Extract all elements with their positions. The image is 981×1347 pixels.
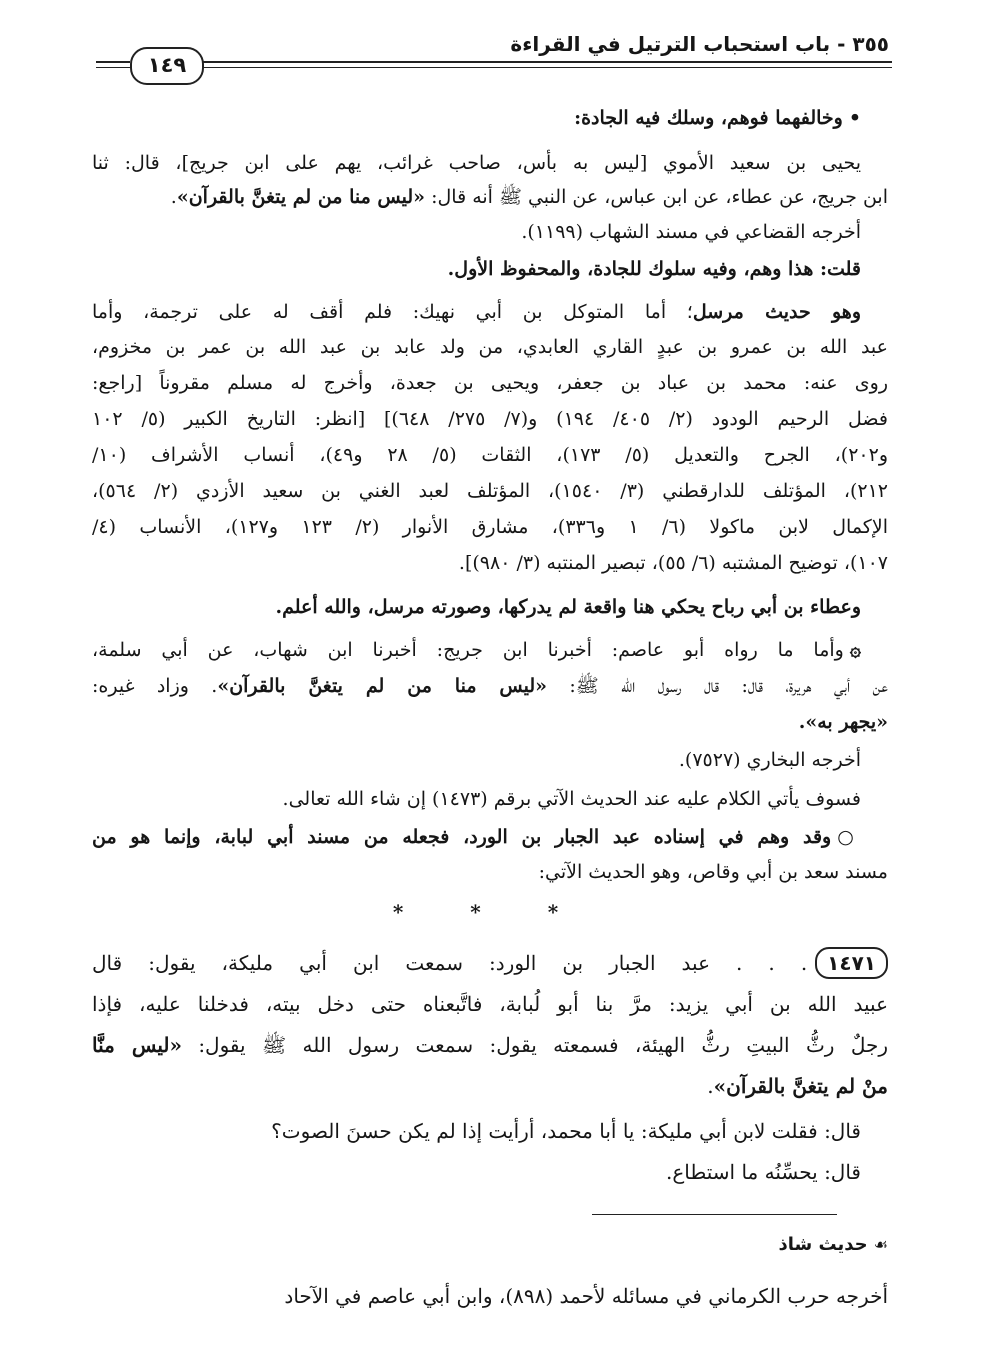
header-rule [200, 61, 892, 63]
text-line: يحيى بن سعيد الأموي [ليس به بأس، صاحب غرائب، يهم على ابن جريج]، قال: ثنا [92, 152, 861, 174]
text-line: قال: يحسِّنُه ما استطاع. [665, 1160, 861, 1184]
text-line [92, 669, 888, 703]
text-line: وعطاء بن أبي رباح يحكي هنا واقعة لم يدركها، وصورته مرسل، والله أعلم. [275, 596, 861, 618]
text-line [92, 180, 888, 214]
line-text: ؛ أما المتوكل بن أبي نهيك: فلم أقف له على ترجمة، وأما [92, 301, 693, 323]
text-line: قلت: هذا وهم، وفيه سلوك للجادة، والمحفوظ الأول. [447, 258, 861, 280]
fleuron-icon: ☙ [873, 1235, 888, 1254]
header-rule [96, 67, 130, 68]
text-line [92, 633, 861, 667]
footnote-text: أخرجه حرب الكرماني في مسائله لأحمد (٨٩٨)، وابن أبي عاصم في الآحاد [284, 1284, 888, 1308]
hadith-quote: «ليس منا من لم يتغنَّ بالقرآن» [217, 675, 548, 697]
text-line: «يجهر به». [798, 711, 888, 733]
text-line: و٢٠٢)، الجرح والتعديل (٥/ ١٧٣)، الثقات (٥/ ٢٨ و٤٩)، أنساب الأشراف (١٠/ [92, 444, 888, 466]
text-line: ١٠٧)، توضيح المشتبه (٦/ ٥٥)، تبصير المنتبه (٣/ ٩٨٠)]. [458, 552, 888, 574]
footnote-heading-text: حديث شاذ [778, 1234, 868, 1255]
text-line: فضل الرحيم الودود (٢/ ٤٠٥/ ١٩٤) و(٧/ ٢٧٥/ ٦٤٨)] [انظر: التاريخ الكبير (٥/ ١٠٢ [92, 408, 888, 430]
text-line: الإكمال لابن ماكولا (٦/ ١ و٣٣٦)، مشارق الأنوار (٢/ ١٢٣ و١٢٧)، الأنساب (٤/ [92, 516, 888, 538]
text-line [92, 944, 888, 982]
hadith-quote: «ليس منا من لم يتغنَّ بالقرآن» [176, 186, 426, 208]
text-line: قال: فقلت لابن أبي مليكة: يا أبا محمد، أرأيت إذا لم يكن حسنَ الصوت؟ [271, 1119, 861, 1143]
line-text: . [170, 186, 177, 208]
text-line: عبيد الله بن أبي يزيد: مرَّ بنا أبو لُبابة، فاتَّبعناه حتى دخل بيته، فدخلنا عليه، فإذا [92, 992, 888, 1016]
page-number: ١٤٩ [130, 47, 204, 85]
line-text: وأما ما رواه أبو عاصم: أخبرنا ابن جريج: أخبرنا ابن شهاب، عن أبي سلمة، [92, 639, 844, 661]
text-line: أخرجه البخاري (٧٥٢٧). [678, 749, 861, 771]
text-line: مسند سعد بن أبي وقاص، وهو الحديث الآتي: [538, 861, 888, 883]
line-text: وقد وهم في إسناده عبد الجبار بن الورد، فجعله من مسند أبي لبابة، وإنما هو من [92, 826, 832, 848]
line-text: رجلٌ رثُّ البيتِ رثُّ الهيئة، فسمعته يقول: سمعت رسول الله ﷺ يقول: [181, 1033, 888, 1057]
header-rule [200, 67, 892, 68]
bullet-icon: • [848, 107, 861, 129]
text-line: روى عنه: محمد بن عباد بن جعفر، ويحيى بن جعدة، وأخرج له مسلم مقروناً [راجع: [92, 372, 888, 394]
text-line [92, 1067, 888, 1105]
running-title: ٣٥٥ - باب استحباب الترتيل في القراءة [510, 32, 889, 56]
bold-phrase: وهو حديث مرسل [692, 301, 861, 323]
text-line [92, 820, 861, 854]
circle-icon: ○ [837, 826, 861, 848]
text-line: فسوف يأتي الكلام عليه عند الحديث الآتي برقم (١٤٧٣) إن شاء الله تعالى. [282, 788, 861, 810]
line-text: . [707, 1074, 714, 1098]
line-text: وخالفهما فوهم، وسلك فيه الجادة: [574, 107, 843, 129]
header-rule [96, 61, 130, 63]
text-line: أخرجه القضاعي في مسند الشهاب (١١٩٩). [521, 221, 861, 243]
hadith-quote: «ليس منَّا [92, 1033, 182, 1057]
line-text: ابن جريج، عن عطاء، عن ابن عباس، عن النبي ﷺ أنه قال: [425, 186, 888, 208]
section-separator: * * * [392, 900, 589, 924]
text-line [92, 295, 861, 329]
hadith-number-badge: ١٤٧١ [815, 947, 888, 979]
text-line: ٢١٢)، المؤتلف للدارقطني (٣/ ١٥٤٠)، المؤتلف لعبد الغني بن سعيد الأزدي (٢/ ٥٦٤)، [92, 480, 888, 502]
line-text: عن أبي هريرة، قال: قال رسول الله ﷺ: [547, 675, 888, 697]
text-line [92, 1026, 888, 1064]
line-text: . وزاد غيره: [92, 675, 218, 697]
footnote-heading [779, 1234, 889, 1255]
ornament-icon: ۞ [849, 639, 861, 661]
footnote-rule [592, 1214, 837, 1215]
text-line [92, 101, 861, 135]
line-text: . . . عبد الجبار بن الورد: سمعت ابن أبي مليكة، يقول: قال [92, 951, 808, 975]
text-line: عبد الله بن عمرو بن عبدٍ القاري العابدي، من ولد عابد بن عبد الله بن عمر بن مخزوم، [92, 336, 888, 358]
hadith-quote: منْ لم يتغنَّ بالقرآن» [713, 1074, 888, 1098]
